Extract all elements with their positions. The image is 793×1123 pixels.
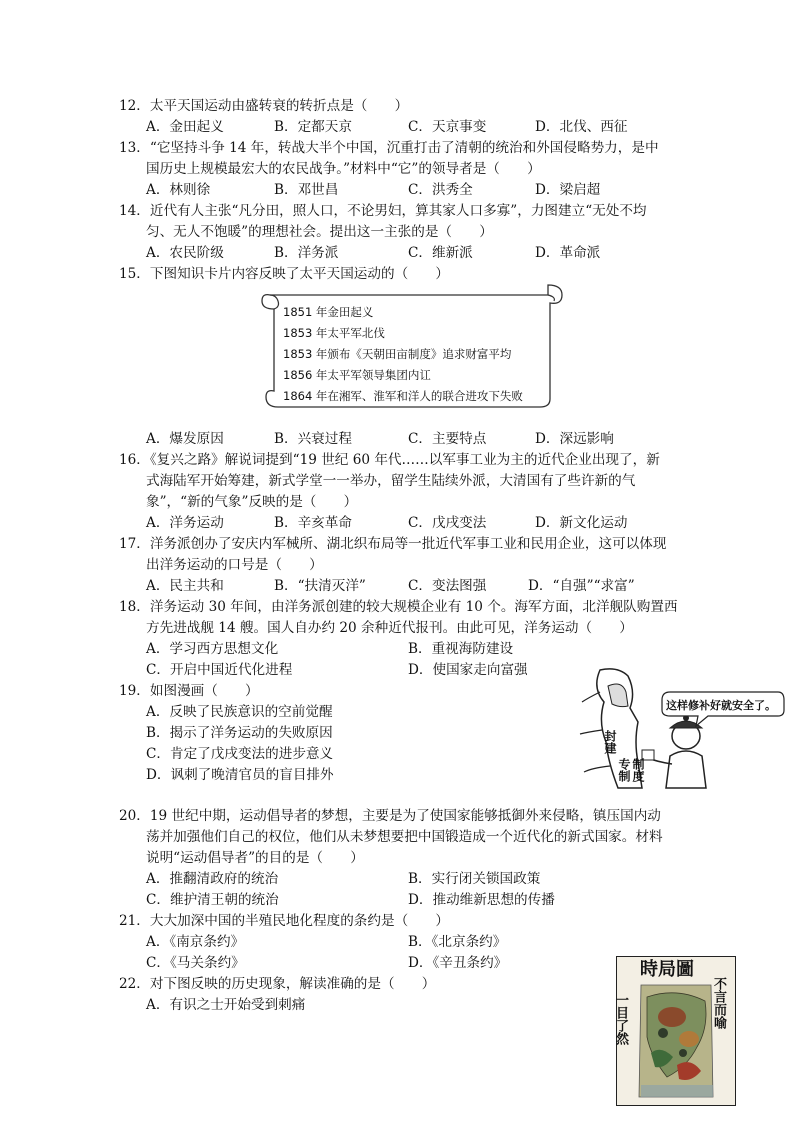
q18-option-b: B．重视海防建设 bbox=[408, 641, 514, 657]
q16-option-b: B．辛亥革命 bbox=[274, 515, 352, 531]
q13-option-b: B．邓世昌 bbox=[274, 182, 339, 198]
q16-stem-2: 式海陆军开始筹建，新式学堂一一举办，留学生陆续外派，大清国有了些许新的气 bbox=[146, 473, 636, 489]
q14-option-b: B．洋务派 bbox=[274, 245, 339, 261]
q20-option-c: C．维护清王朝的统治 bbox=[146, 892, 279, 908]
q12-option-b: B．定都天京 bbox=[274, 119, 352, 135]
q19-option-a: A．反映了民族意识的空前觉醒 bbox=[146, 704, 333, 720]
card-line-5: 1864 年在湘军、淮军和洋人的联合进攻下失败 bbox=[283, 389, 523, 403]
q19-option-b: B．揭示了洋务运动的失败原因 bbox=[146, 725, 333, 741]
q14-stem-1: 14．近代有人主张“凡分田，照人口，不论男妇，算其家人口多寡”，力图建立“无处不均 bbox=[119, 203, 647, 219]
q13-stem-2: 国历史上规模最宏大的农民战争。”材料中“它”的领导者是（ ） bbox=[146, 161, 541, 177]
card-line-2: 1853 年太平军北伐 bbox=[283, 326, 385, 340]
q21-option-b: B．《北京条约》 bbox=[408, 934, 507, 950]
q17-option-b: B．“扶清灭洋” bbox=[274, 578, 366, 594]
q14-option-d: D．革命派 bbox=[535, 245, 601, 261]
q12-option-a: A．金田起义 bbox=[146, 119, 224, 135]
q21-option-c: C．《马关条约》 bbox=[146, 955, 245, 971]
cartoon-image bbox=[578, 662, 786, 792]
q19-option-d: D．讽刺了晚清官员的盲目排外 bbox=[146, 767, 334, 783]
q21-stem: 21．大大加深中国的半殖民地化程度的条约是（ ） bbox=[119, 913, 449, 929]
q18-stem-2: 方先进战舰 14 艘。国人自办约 20 余种近代报刊。由此可见，洋务运动（ ） bbox=[146, 620, 633, 636]
q14-option-a: A．农民阶级 bbox=[146, 245, 224, 261]
q12-option-d: D．北伐、西征 bbox=[535, 119, 628, 135]
q14-option-c: C．维新派 bbox=[408, 245, 473, 261]
poster-side-text-left: 一目了然 bbox=[613, 993, 628, 1045]
q13-stem-1: 13．“它坚持斗争 14 年，转战大半个中国，沉重打击了清朝的统治和外国侵略势力，是中 bbox=[119, 140, 659, 156]
card-line-1: 1851 年金田起义 bbox=[283, 305, 374, 319]
poster-title: 圖局時 bbox=[640, 959, 694, 980]
q20-stem-3: 说明“运动倡导者”的目的是（ ） bbox=[146, 850, 364, 866]
q16-option-d: D．新文化运动 bbox=[535, 515, 628, 531]
q14-stem-2: 匀、无人不饱暖”的理想社会。提出这一主张的是（ ） bbox=[146, 224, 493, 240]
q20-option-b: B．实行闭关锁国政策 bbox=[408, 871, 541, 887]
q19-stem: 19．如图漫画（ ） bbox=[119, 683, 259, 699]
q18-option-c: C．开启中国近代化进程 bbox=[146, 662, 293, 678]
q20-stem-2: 荡并加强他们自己的权位，他们从未梦想要把中国锻造成一个近代化的新式国家。材料 bbox=[146, 829, 663, 845]
q17-option-a: A．民主共和 bbox=[146, 578, 224, 594]
knowledge-card-scroll bbox=[256, 283, 566, 411]
q17-stem-2: 出洋务运动的口号是（ ） bbox=[146, 557, 323, 573]
q20-stem-1: 20．19 世纪中期，运动倡导者的梦想，主要是为了使国家能够抵御外来侵略，镇压国内动 bbox=[119, 808, 661, 824]
cartoon-wall-label-2: 专制 bbox=[617, 758, 631, 782]
q15-stem: 15．下图知识卡片内容反映了太平天国运动的（ ） bbox=[119, 266, 449, 282]
cartoon-wall-label-1: 封建 bbox=[603, 730, 617, 754]
q15-option-d: D．深远影响 bbox=[535, 431, 614, 447]
q13-option-c: C．洪秀全 bbox=[408, 182, 473, 198]
q15-option-c: C．主要特点 bbox=[408, 431, 487, 447]
q16-stem-3: 象”，“新的气象”反映的是（ ） bbox=[146, 494, 358, 510]
q17-option-c: C．变法图强 bbox=[408, 578, 487, 594]
cartoon-speech: 这样修补好就安全了。 bbox=[666, 699, 776, 712]
q12-option-c: C．天京事变 bbox=[408, 119, 487, 135]
q21-option-d: D．《辛丑条约》 bbox=[408, 955, 508, 971]
q18-option-a: A．学习西方思想文化 bbox=[146, 641, 279, 657]
q16-option-a: A．洋务运动 bbox=[146, 515, 224, 531]
q16-stem-1: 16．《复兴之路》解说词提到“19 世纪 60 年代……以军事工业为主的近代企业出现了，新 bbox=[119, 452, 660, 468]
q18-option-d: D．使国家走向富强 bbox=[408, 662, 528, 678]
card-line-3: 1853 年颁布《天朝田亩制度》追求财富平均 bbox=[283, 347, 512, 361]
cartoon-drawing bbox=[578, 662, 786, 792]
card-line-4: 1856 年太平军领导集团内讧 bbox=[283, 368, 431, 382]
q13-option-a: A．林则徐 bbox=[146, 182, 211, 198]
q19-option-c: C．肯定了戊戌变法的进步意义 bbox=[146, 746, 334, 762]
q17-option-d: D．“自强”“求富” bbox=[528, 578, 635, 594]
q15-option-a: A．爆发原因 bbox=[146, 431, 224, 447]
q20-option-d: D．推动维新思想的传播 bbox=[408, 892, 555, 908]
q13-option-d: D．梁启超 bbox=[535, 182, 601, 198]
q21-option-a: A．《南京条约》 bbox=[146, 934, 245, 950]
poster-side-text-right: 不言而喻 bbox=[711, 977, 726, 1029]
current-situation-poster bbox=[613, 956, 736, 1106]
q18-stem-1: 18．洋务运动 30 年间，由洋务派创建的较大规模企业有 10 个。海军方面，北洋舰队购置西 bbox=[119, 599, 678, 615]
cartoon-wall-label-3: 制度 bbox=[631, 758, 645, 782]
q16-option-c: C．戊戌变法 bbox=[408, 515, 487, 531]
q12-stem: 12．太平天国运动由盛转衰的转折点是（ ） bbox=[119, 98, 409, 114]
q17-stem-1: 17．洋务派创办了安庆内军械所、湖北织布局等一批近代军事工业和民用企业，这可以体现 bbox=[119, 536, 667, 552]
q22-stem: 22．对下图反映的历史现象，解读准确的是（ ） bbox=[119, 976, 436, 992]
q15-option-b: B．兴衰过程 bbox=[274, 431, 352, 447]
q20-option-a: A．推翻清政府的统治 bbox=[146, 871, 279, 887]
poster-map-drawing bbox=[613, 957, 735, 1105]
q22-option-a: A．有识之士开始受到刺痛 bbox=[146, 997, 306, 1013]
